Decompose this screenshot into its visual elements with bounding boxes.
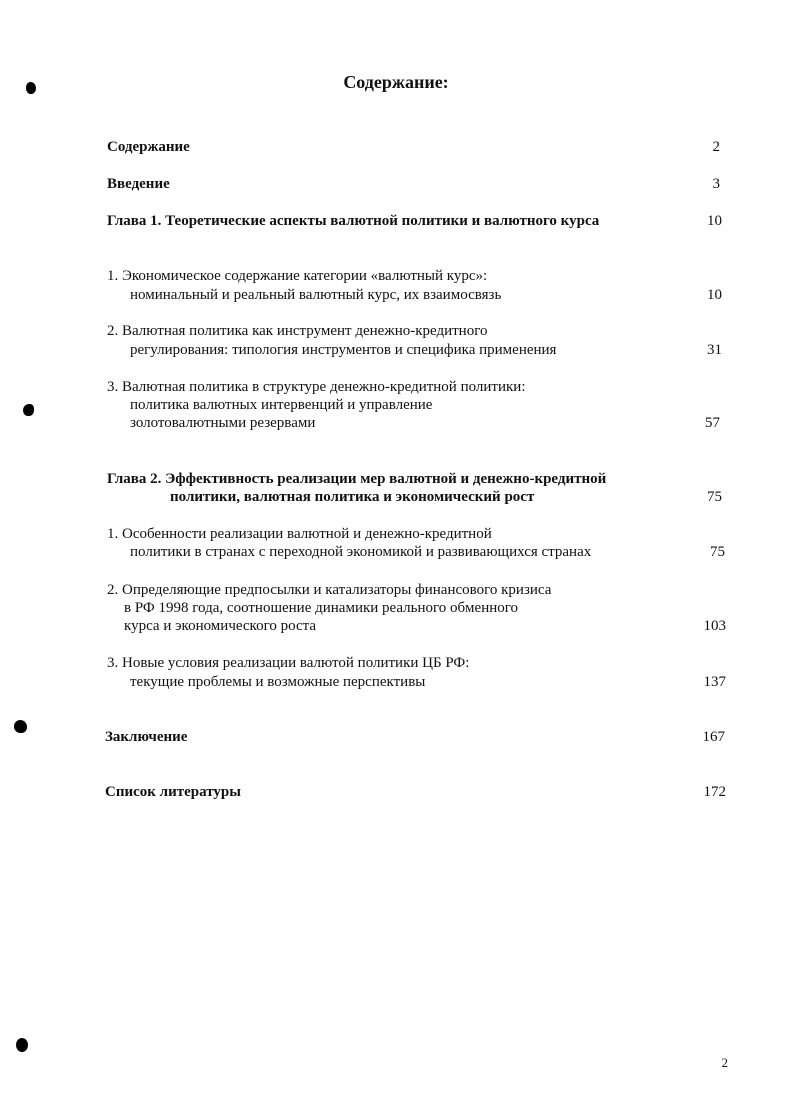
toc-section-1-3-line-2: политика валютных интервенций и управление	[130, 397, 433, 413]
toc-page-contents: 2	[712, 139, 720, 155]
toc-page-section-2-1: 75	[710, 544, 725, 560]
toc-page-conclusion: 167	[702, 729, 725, 745]
toc-section-1-2-line-1: 2. Валютная политика как инструмент денежно-кредитного	[107, 323, 488, 339]
toc-page-chapter-2: 75	[707, 489, 722, 505]
toc-section-2-3-line-1: 3. Новые условия реализации валютой политики ЦБ РФ:	[107, 655, 470, 671]
binder-hole-mark	[16, 1038, 28, 1052]
toc-section-2-2-line-1: 2. Определяющие предпосылки и катализаторы финансового кризиса	[107, 582, 552, 598]
toc-page-section-1-3: 57	[705, 415, 720, 431]
toc-section-2-1-line-1: 1. Особенности реализации валютной и денежно-кредитной	[107, 526, 492, 542]
toc-entry-contents: Содержание	[107, 139, 190, 155]
toc-section-2-2-line-2: в РФ 1998 года, соотношение динамики реального обменного	[124, 600, 519, 616]
toc-page-section-2-2: 103	[703, 618, 726, 634]
page-title: Содержание:	[343, 72, 449, 92]
toc-page-section-2-3: 137	[703, 674, 726, 690]
page-number: 2	[721, 1055, 728, 1070]
toc-page-chapter-1: 10	[707, 213, 722, 229]
toc-entry-introduction: Введение	[107, 176, 170, 192]
toc-page-section-1-1: 10	[707, 287, 722, 303]
toc-section-1-1-line-1: 1. Экономическое содержание категории «валютный курс»:	[107, 268, 488, 284]
binder-hole-mark	[26, 82, 36, 94]
toc-entry-conclusion: Заключение	[105, 729, 188, 745]
toc-section-1-3-line-1: 3. Валютная политика в структуре денежно-кредитной политики:	[107, 379, 526, 395]
toc-page-section-1-2: 31	[707, 342, 722, 358]
toc-chapter-2-line-2: политики, валютная политика и экономический рост	[170, 489, 535, 505]
toc-section-2-2-line-3: курса и экономического роста	[124, 618, 317, 634]
toc-section-1-3-line-3: золотовалютными резервами	[130, 415, 316, 431]
binder-hole-mark	[14, 720, 27, 733]
toc-chapter-2-line-1: Глава 2. Эффективность реализации мер валютной и денежно-кредитной	[107, 471, 607, 487]
binder-hole-mark	[23, 404, 34, 416]
toc-section-2-1-line-2: политики в странах с переходной экономикой и развивающихся странах	[130, 544, 592, 560]
toc-section-2-3-line-2: текущие проблемы и возможные перспективы	[130, 674, 426, 690]
toc-chapter-1: Глава 1. Теоретические аспекты валютной политики и валютного курса	[107, 213, 600, 229]
toc-section-1-2-line-2: регулирования: типология инструментов и специфика применения	[130, 342, 557, 358]
toc-entry-references: Список литературы	[105, 784, 241, 800]
toc-page-references: 172	[703, 784, 726, 800]
toc-page-introduction: 3	[712, 176, 720, 192]
toc-section-1-1-line-2: номинальный и реальный валютный курс, их взаимосвязь	[130, 287, 502, 303]
